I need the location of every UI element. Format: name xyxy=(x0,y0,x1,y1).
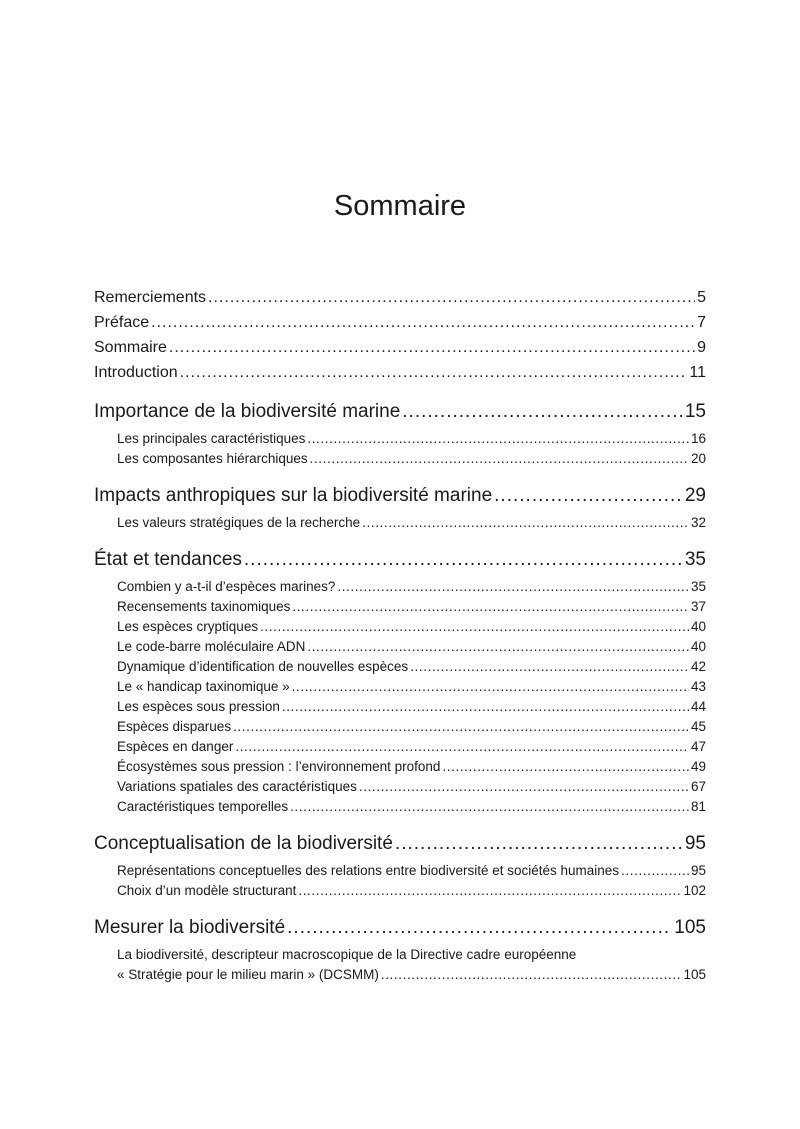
entry-title: Choix d’un modèle structurant xyxy=(117,883,297,898)
entry-title: Les principales caractéristiques xyxy=(117,431,306,446)
page-number: 35 xyxy=(684,549,706,570)
toc-section-entry[interactable] xyxy=(94,861,706,881)
entry-title: Les espèces sous pression xyxy=(117,699,280,714)
page-number: 95 xyxy=(690,863,706,878)
page-number: 20 xyxy=(690,451,706,466)
dot-leader xyxy=(494,482,683,510)
entry-title: Recensements taxinomiques xyxy=(117,599,291,614)
dot-leader xyxy=(260,617,689,637)
dot-leader xyxy=(292,597,689,617)
toc-section-entry[interactable] xyxy=(94,513,706,533)
entry-title: La biodiversité, descripteur macroscopique de la Directive cadre européenne xyxy=(117,947,577,962)
dot-leader xyxy=(310,449,689,469)
dot-leader xyxy=(362,513,689,533)
toc-section-entry[interactable] xyxy=(94,597,706,617)
entry-title: Impacts anthropiques sur la biodiversité marine xyxy=(94,485,493,506)
toc-chapter-entry[interactable] xyxy=(94,546,706,574)
toc-section-entry[interactable] xyxy=(94,777,706,797)
toc-section-entry[interactable] xyxy=(94,881,706,901)
toc-section-entry[interactable] xyxy=(94,697,706,717)
toc-section-entry[interactable] xyxy=(94,757,706,777)
section-list xyxy=(94,861,706,901)
toc-chapter-entry[interactable] xyxy=(94,482,706,510)
dot-leader xyxy=(307,429,689,449)
toc-section-entry[interactable] xyxy=(94,677,706,697)
page-number: 105 xyxy=(674,917,706,938)
page-number: 7 xyxy=(697,314,706,331)
table-of-contents xyxy=(94,285,706,985)
page-number: 81 xyxy=(690,799,706,814)
toc-section-entry[interactable] xyxy=(94,577,706,597)
toc-chapter-entry[interactable] xyxy=(94,914,706,942)
toc-section-entry[interactable] xyxy=(94,449,706,469)
entry-title: Écosystèmes sous pression : l’environnement profond xyxy=(117,759,441,774)
entry-title: Représentations conceptuelles des relations entre biodiversité et sociétés humaines xyxy=(117,863,620,878)
dot-leader xyxy=(337,577,689,597)
dot-leader xyxy=(410,657,689,677)
dot-leader xyxy=(381,965,682,985)
dot-leader xyxy=(151,310,695,335)
page-number: 40 xyxy=(690,619,706,634)
toc-section-entry[interactable] xyxy=(94,637,706,657)
entry-title: Les composantes hiérarchiques xyxy=(117,451,308,466)
toc-section-entry[interactable] xyxy=(94,797,706,817)
dot-leader xyxy=(290,797,689,817)
toc-section-entry[interactable] xyxy=(94,945,706,965)
toc-section-entry[interactable] xyxy=(94,717,706,737)
dot-leader xyxy=(307,637,689,657)
entry-title: Dynamique d’identification de nouvelles espèces xyxy=(117,659,409,674)
page-number: 29 xyxy=(684,485,706,506)
entry-title: Conceptualisation de la biodiversité xyxy=(94,833,393,854)
entry-title: Préface xyxy=(94,314,150,331)
page-number: 47 xyxy=(690,739,706,754)
dot-leader xyxy=(282,697,689,717)
page-number: 44 xyxy=(690,699,706,714)
toc-chapter-entry[interactable] xyxy=(94,830,706,858)
toc-front-entry[interactable] xyxy=(94,285,706,310)
entry-title: Introduction xyxy=(94,364,178,381)
page-number: 49 xyxy=(690,759,706,774)
toc-section-entry-continuation[interactable] xyxy=(94,965,706,985)
page-number: 15 xyxy=(684,401,706,422)
entry-title: Variations spatiales des caractéristiques xyxy=(117,779,357,794)
page-number: 45 xyxy=(690,719,706,734)
toc-section-entry[interactable] xyxy=(94,429,706,449)
entry-title: Combien y a-t-il d’espèces marines? xyxy=(117,579,336,594)
dot-leader xyxy=(402,398,683,426)
toc-section-entry[interactable] xyxy=(94,657,706,677)
page-number: 9 xyxy=(697,339,706,356)
dot-leader xyxy=(180,360,688,385)
entry-title: Espèces en danger xyxy=(117,739,234,754)
dot-leader xyxy=(169,335,695,360)
dot-leader xyxy=(235,737,689,757)
toc-chapter-entry[interactable] xyxy=(94,398,706,426)
section-list xyxy=(94,513,706,533)
page-number: 32 xyxy=(690,515,706,530)
entry-title: Caractéristiques temporelles xyxy=(117,799,289,814)
section-list xyxy=(94,577,706,817)
toc-front-entry[interactable] xyxy=(94,360,706,385)
section-list xyxy=(94,945,706,985)
page-title: Sommaire xyxy=(333,190,467,222)
dot-leader xyxy=(287,914,672,942)
toc-section-entry[interactable] xyxy=(94,737,706,757)
entry-title: Mesurer la biodiversité xyxy=(94,917,286,938)
entry-title: État et tendances xyxy=(94,549,242,570)
section-list xyxy=(94,429,706,469)
page-number: 16 xyxy=(690,431,706,446)
dot-leader xyxy=(359,777,689,797)
page-number: 5 xyxy=(697,289,706,306)
entry-title: Sommaire xyxy=(94,339,167,356)
dot-leader xyxy=(395,830,683,858)
entry-title: Le code-barre moléculaire ADN xyxy=(117,639,306,654)
toc-front-entry[interactable] xyxy=(94,335,706,360)
entry-title: Les valeurs stratégiques de la recherche xyxy=(117,515,361,530)
dot-leader xyxy=(292,677,689,697)
dot-leader xyxy=(208,285,695,310)
toc-front-entry[interactable] xyxy=(94,310,706,335)
entry-title: Importance de la biodiversité marine xyxy=(94,401,401,422)
page-number: 102 xyxy=(683,883,706,898)
dot-leader xyxy=(442,757,689,777)
page-number: 43 xyxy=(690,679,706,694)
page-number: 67 xyxy=(690,779,706,794)
page-number: 42 xyxy=(690,659,706,674)
page-number: 35 xyxy=(690,579,706,594)
entry-title: « Stratégie pour le milieu marin » (DCSMM) xyxy=(117,967,379,982)
page-number: 95 xyxy=(684,833,706,854)
entry-title: Les espèces cryptiques xyxy=(117,619,259,634)
entry-title: Remerciements xyxy=(94,289,207,306)
dot-leader xyxy=(298,881,681,901)
entry-title: Espèces disparues xyxy=(117,719,232,734)
dot-leader xyxy=(621,861,689,881)
dot-leader xyxy=(244,546,683,574)
dot-leader xyxy=(233,717,689,737)
entry-title: Le « handicap taxinomique » xyxy=(117,679,290,694)
page-number: 11 xyxy=(689,364,706,381)
page-number: 105 xyxy=(683,967,706,982)
page-number: 37 xyxy=(690,599,706,614)
page-number: 40 xyxy=(690,639,706,654)
toc-section-entry[interactable] xyxy=(94,617,706,637)
